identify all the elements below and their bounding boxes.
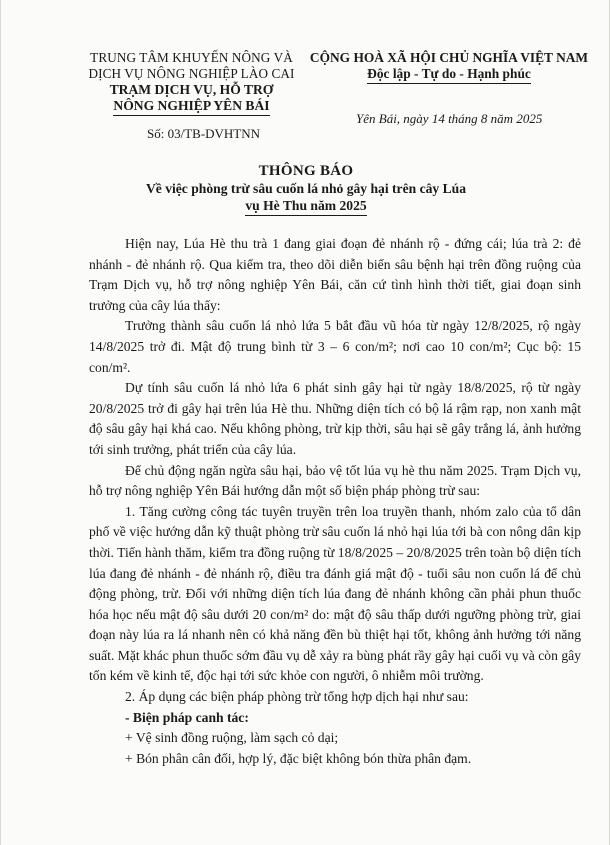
title-heading: THÔNG BÁO — [258, 163, 354, 179]
document-number: Số: 03/TB-DVHTNN — [147, 126, 261, 141]
parent-org-line2: DỊCH VỤ NÔNG NGHIỆP LÀO CAI — [88, 66, 295, 81]
national-motto: Độc lập - Tự do - Hạnh phúc — [367, 66, 531, 84]
item-field-sanitation: + Vệ sinh đồng ruộng, làm sạch cỏ dại; — [125, 730, 339, 746]
nation-title: CỘNG HOÀ XÃ HỘI CHỦ NGHĨA VIỆT NAM — [309, 50, 589, 65]
national-header — [304, 50, 594, 84]
document-title — [1, 163, 610, 216]
title-season: vụ Hè Thu năm 2025 — [245, 197, 366, 216]
document-body — [89, 234, 581, 769]
unit-name-line1: TRẠM DỊCH VỤ, HỖ TRỢ — [109, 82, 274, 97]
paragraph-guidance-intro: Để chủ động ngăn ngừa sâu hại, bảo vệ tốt lúa vụ hè thu năm 2025. Trạm Dịch vụ, hỗ trợ nông nghiệp Yên Bái hướng dẫn một số biện pháp phòng trừ sau: — [89, 462, 581, 499]
heading-cultivation-measures: - Biện pháp canh tác: — [125, 709, 249, 725]
paragraph-adult-emergence: Trưởng thành sâu cuốn lá nhỏ lứa 5 bắt đầu vũ hóa từ ngày 12/8/2025, rộ ngày 14/8/2025 trở đi. Mật độ trung bình từ 3 – 6 con/m²; nơi cao 10 con/m²; Cục bộ: 15 con/m². — [89, 318, 581, 375]
item-fertilizer: + Bón phân cân đối, hợp lý, đặc biệt không bón thừa phân đạm. — [125, 750, 472, 766]
title-subject: Về việc phòng trừ sâu cuốn lá nhỏ gây hại trên cây Lúa — [145, 181, 467, 196]
unit-name-line2: NÔNG NGHIỆP YÊN BÁI — [113, 98, 269, 116]
paragraph-forecast: Dự tính sâu cuốn lá nhỏ lứa 6 phát sinh gây hại từ ngày 18/8/2025, rộ từ ngày 20/8/2025 trở đi gây hại trên lúa Hè thu. Những diện tích có bộ lá rậm rạp, non xanh mật độ sâu gây hại khá cao. Nếu không phòng, trừ kịp thời, sâu hại sẽ gây trắng lá, ảnh hưởng tới sinh trưởng, phát triển của cây lúa. — [89, 380, 581, 457]
document-date: Yên Bái, ngày 14 tháng 8 năm 2025 — [356, 111, 543, 126]
paragraph-measure-2: 2. Áp dụng các biện pháp phòng trừ tổng hợp dịch hại như sau: — [125, 689, 469, 705]
parent-org-line1: TRUNG TÂM KHUYẾN NÔNG VÀ — [90, 50, 293, 65]
paragraph-situation: Hiện nay, Lúa Hè thu trà 1 đang giai đoạn đẻ nhánh rộ - đứng cái; lúa trà 2: đẻ nhánh - đẻ nhánh rộ. Qua kiểm tra, theo dõi diễn biến sâu bệnh hại trên đồng ruộng của Trạm Dịch vụ, hỗ trợ nông nghiệp Yên Bái, căn cứ tình hình thời tiết, giai đoạn sinh trưởng của cây lúa thấy: — [89, 236, 581, 313]
paragraph-measure-1: 1. Tăng cường công tác tuyên truyền trên loa truyền thanh, nhóm zalo của tổ dân phố về việc hướng dẫn kỹ thuật phòng trừ sâu cuốn lá nhỏ hại lúa tới bà con nông dân kịp thời. Tiến hành thăm, kiểm tra đồng ruộng từ 18/8/2025 – 20/8/2025 trên toàn bộ diện tích lúa đang đẻ nhánh - đẻ nhánh rộ, điều tra đánh giá mật độ - tuổi sâu non cuốn lá để chủ động phòng, trừ. Đối với những diện tích lúa đang đẻ nhánh không cần phải phun thuốc hóa học nếu mật độ sâu dưới 20 con/m² do: mật độ sâu thấp dưới ngưỡng phòng trừ, giai đoạn này lúa ra lá nhanh nên có khả năng đền bù thiệt hại tốt, không ảnh hưởng tới năng suất. Mặt khác phun thuốc sớm đầu vụ dễ xảy ra bùng phát rầy gây hại cuối vụ và còn gây tốn kém về kinh tế, độc hại tới sức khỏe con người, ô nhiễm môi trường. — [89, 503, 581, 684]
issuing-organization — [79, 50, 304, 116]
